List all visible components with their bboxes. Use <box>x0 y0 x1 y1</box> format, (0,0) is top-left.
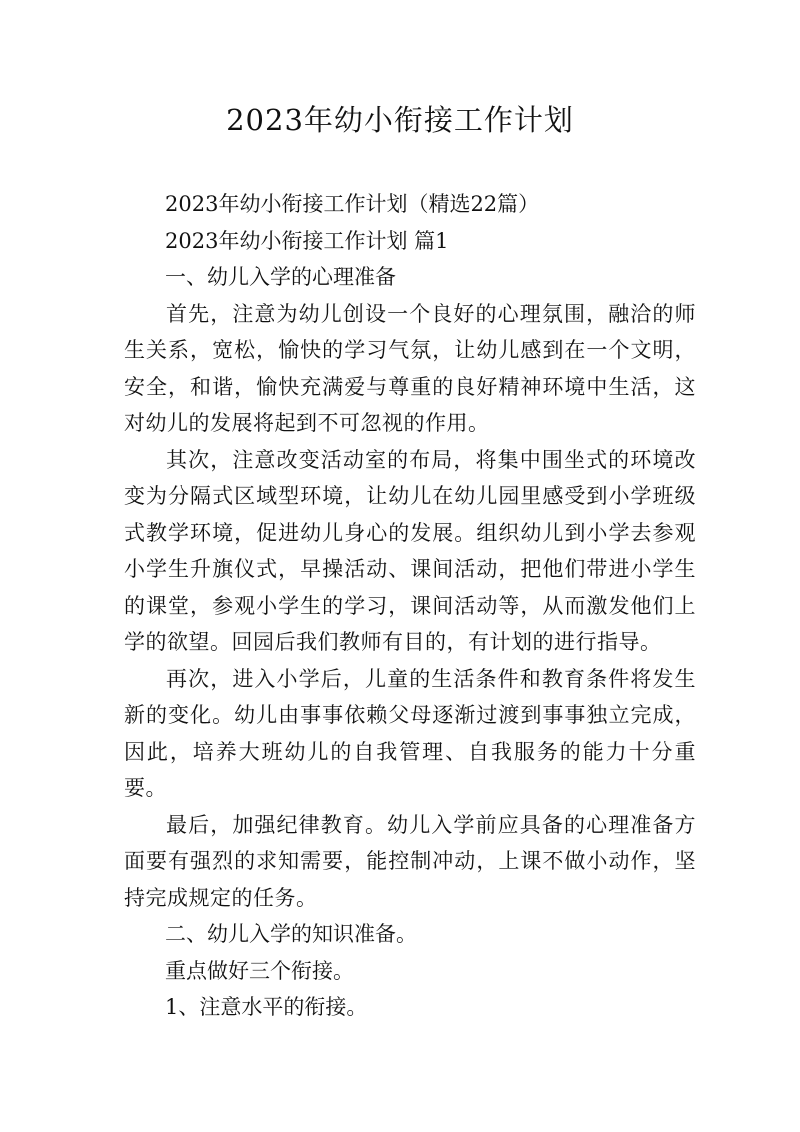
section-heading: 2023年幼小衔接工作计划 篇1 <box>165 228 449 253</box>
paragraph-3: 再次，进入小学后，儿童的生活条件和教育条件将发生新的变化。幼儿由事事依赖父母逐渐过渡到事事独立完成，因此，培养大班幼儿的自我管理、自我服务的能力十分重要。 <box>124 666 696 800</box>
part-heading-1: 一、幼儿入学的心理准备 <box>165 265 396 289</box>
numbered-item-1: 1、注意水平的衔接。 <box>165 995 368 1019</box>
subtitle-line: 2023年幼小衔接工作计划（精选22篇） <box>165 192 540 216</box>
paragraph-4: 最后，加强纪律教育。幼儿入学前应具备的心理准备方面要有强烈的求知需要，能控制冲动，上课不做小动作，坚持完成规定的任务。 <box>124 812 696 910</box>
paragraph-2: 其次，注意改变活动室的布局，将集中围坐式的环境改变为分隔式区域型环境，让幼儿在幼儿园里感受到小学班级式教学环境，促进幼儿身心的发展。组织幼儿到小学去参观小学生升旗仪式，早操活动、课间活动，把他们带进小学生的课堂，参观小学生的学习，课间活动等，从而激发他们上学的欲望。回园后我们教师有目的，有计划的进行指导。 <box>124 447 696 654</box>
document-title: 2023年幼小衔接工作计划 <box>226 103 574 137</box>
focus-line: 重点做好三个衔接。 <box>165 958 354 983</box>
document-body <box>124 186 696 1026</box>
part-heading-2: 二、幼儿入学的知识准备。 <box>165 922 417 946</box>
paragraph-1: 首先，注意为幼儿创设一个良好的心理氛围，融洽的师生关系，宽松，愉快的学习气氛，让幼儿感到在一个文明，安全，和谐，愉快充满爱与尊重的良好精神环境中生活，这对幼儿的发展将起到不可忽视的作用。 <box>124 301 696 435</box>
